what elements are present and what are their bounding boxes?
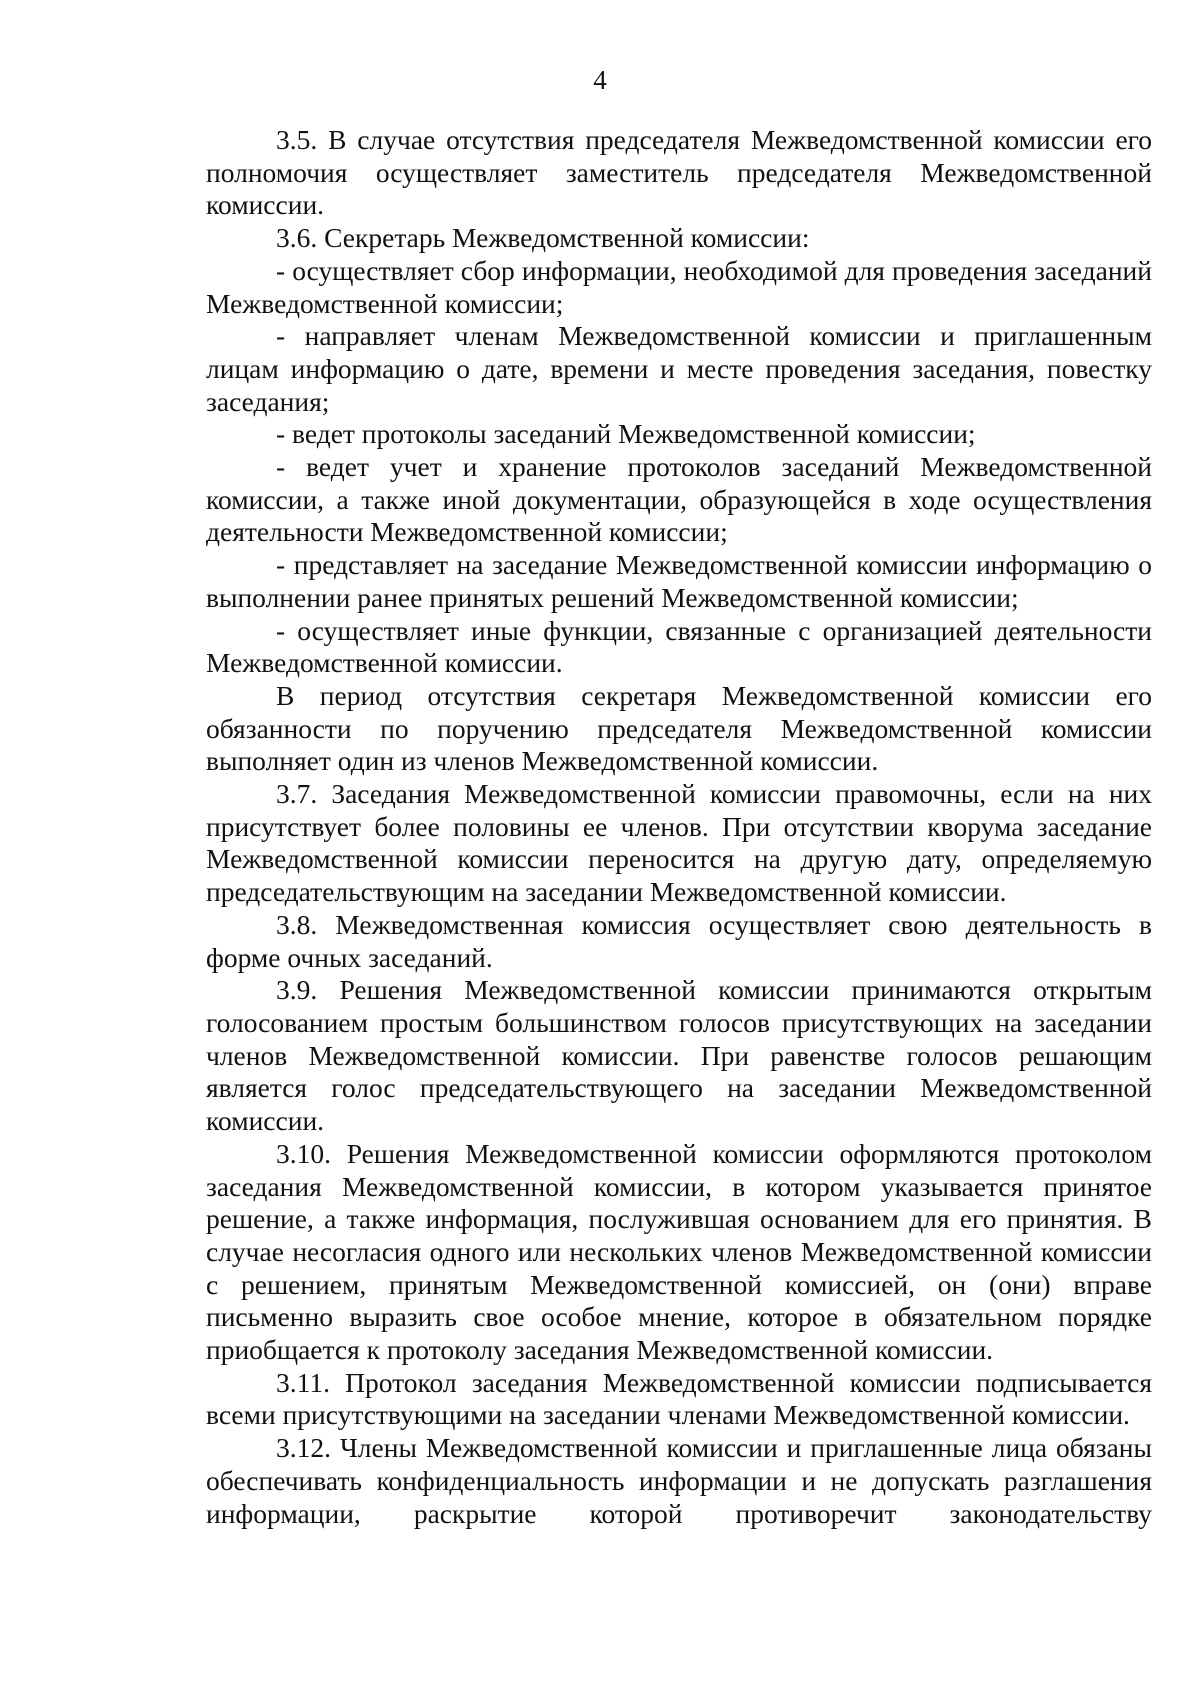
list-item-record-storage: - ведет учет и хранение протоколов заседаний Межведомственной комиссии, а также иной документации, образующейся в ходе осуществления деятельности Межведомственной комиссии; bbox=[206, 451, 1152, 548]
paragraph-3-10: 3.10. Решения Межведомственной комиссии оформляются протоколом заседания Межведомственной комиссии, в котором указывается принятое решение, а также информация, послужившая основанием для его принятия. В случае несогласия одного или нескольких членов Межведомственной комиссии с решением, принятым Межведомственной комиссией, он (они) вправе письменно выразить свое особое мнение, которое в обязательном порядке приобщается к протоколу заседания Межведомственной комиссии. bbox=[206, 1137, 1152, 1366]
paragraph-3-6: 3.6. Секретарь Межведомственной комиссии: bbox=[276, 222, 810, 254]
list-item-collect-info: - осуществляет сбор информации, необходимой для проведения заседаний Межведомственной комиссии; bbox=[206, 254, 1152, 319]
paragraph-secretary-absence: В период отсутствия секретаря Межведомственной комиссии его обязанности по поручению председателя Межведомственной комиссии выполняет один из членов Межведомственной комиссии. bbox=[206, 679, 1152, 777]
paragraph-3-5: 3.5. В случае отсутствия председателя Межведомственной комиссии его полномочия осуществляет заместитель председателя Межведомственной комиссии. bbox=[206, 124, 1152, 221]
paragraph-3-12: 3.12. Члены Межведомственной комиссии и приглашенные лица обязаны обеспечивать конфиденциальность информации и не допускать разглашения информации, раскрытие которой противоречит законодательству bbox=[206, 1432, 1152, 1529]
paragraph-3-7: 3.7. Заседания Межведомственной комиссии правомочны, если на них присутствует более половины ее членов. При отсутствии кворума заседание Межведомственной комиссии переносится на другую дату, определяемую председательствующим на заседании Межведомственной комиссии. bbox=[206, 778, 1152, 908]
document-body bbox=[206, 124, 1152, 1530]
list-item-other-functions: - осуществляет иные функции, связанные с организацией деятельности Межведомственной комиссии. bbox=[206, 614, 1152, 679]
paragraph-3-8: 3.8. Межведомственная комиссия осуществляет свою деятельность в форме очных заседаний. bbox=[206, 908, 1152, 973]
list-item-send-info: - направляет членам Межведомственной комиссии и приглашенным лицам информацию о дате, времени и месте проведения заседания, повестку заседания; bbox=[206, 320, 1152, 417]
list-item-keep-minutes: - ведет протоколы заседаний Межведомственной комиссии; bbox=[276, 418, 976, 450]
list-item-present-info: - представляет на заседание Межведомственной комиссии информацию о выполнении ранее принятых решений Межведомственной комиссии; bbox=[206, 549, 1152, 613]
page-number: 4 bbox=[593, 65, 607, 95]
paragraph-3-11: 3.11. Протокол заседания Межведомственной комиссии подписывается всеми присутствующими на заседании членами Межведомственной комиссии. bbox=[206, 1366, 1152, 1431]
paragraph-3-9: 3.9. Решения Межведомственной комиссии принимаются открытым голосованием простым большинством голосов присутствующих на заседании членов Межведомственной комиссии. При равенстве голосов решающим является голос председательствующего на заседании Межведомственной комиссии. bbox=[206, 974, 1152, 1137]
